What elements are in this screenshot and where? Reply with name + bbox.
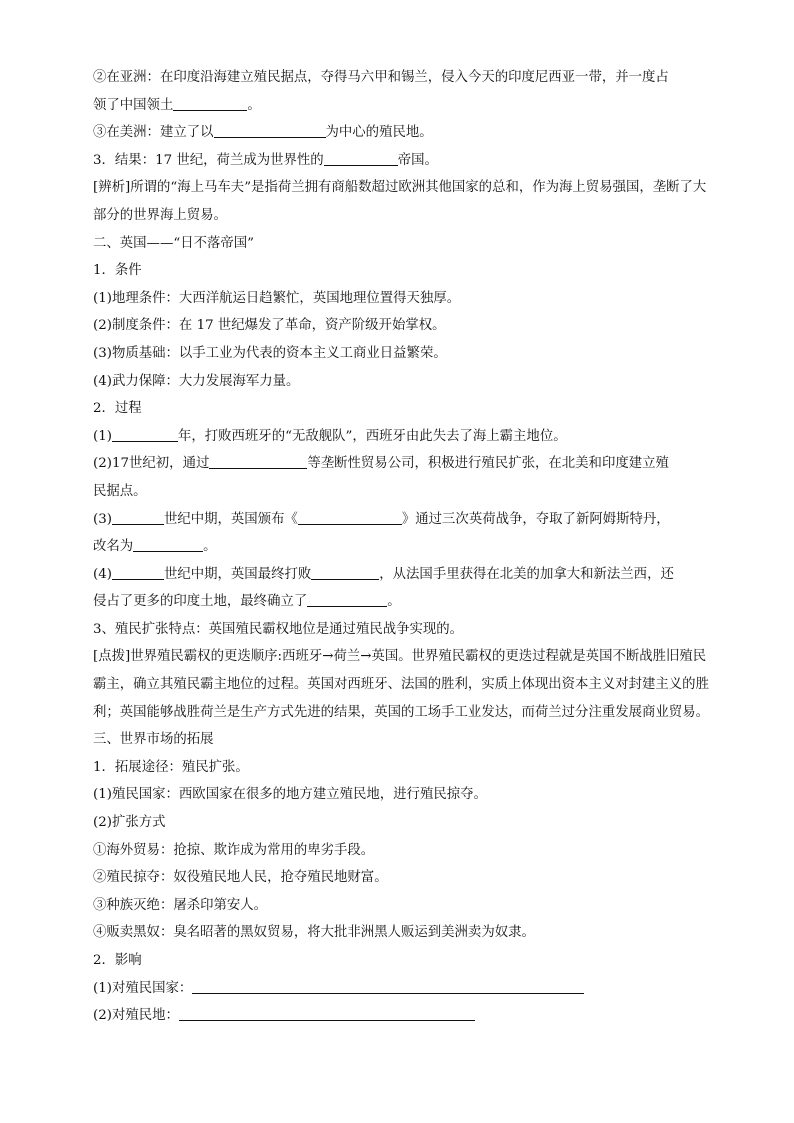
text-line [93,147,715,175]
fill-blank[interactable] [311,564,379,580]
fill-blank[interactable] [112,426,178,442]
text-line: ②殖民掠夺：奴役殖民地人民，抢夺殖民地财富。 [93,870,388,886]
text: 侵占了更多的印度土地，最终确立了 [93,594,308,610]
text: (1) [93,428,112,444]
text: (3) [93,511,112,527]
fill-blank[interactable] [112,564,164,580]
text-line: (2)扩张方式 [93,815,166,831]
subheading: 1．条件 [93,263,142,279]
fill-blank[interactable] [307,591,387,607]
text-line [93,588,715,616]
fill-blank[interactable] [324,150,398,166]
fill-blank[interactable] [179,1005,475,1021]
fill-blank[interactable] [298,509,402,525]
fill-blank[interactable] [133,536,203,552]
text-line [93,975,715,1003]
fill-blank[interactable] [209,453,307,469]
text-line: 民据点。 [93,483,147,499]
tip-note: [点拨]世界殖民霸权的更迭顺序:西班牙→荷兰→英国。世界殖民霸权的更迭过程就是英国不断战胜旧殖民霸主，确立其殖民霸主地位的过程。英国对西班牙、法国的胜利，实质上体现出资本主义对封建主义的胜利；英国能够战胜荷兰是生产方式先进的结果，英国的工场手工业发达，而荷兰过分注重发展商业贸易。 [93,649,709,720]
text-line: 3、殖民扩张特点：英国殖民霸权地位是通过殖民战争实现的。 [93,621,464,637]
text: (4) [93,566,112,582]
text-line [93,450,715,478]
text: ②在亚洲：在印度沿海建立殖民据点，夺得马六甲和锡兰，侵入今天的印度尼西亚一带，并一度占 [93,70,669,85]
text-line: ①海外贸易：抢掠、欺诈成为常用的卑劣手段。 [93,842,375,858]
text-line [93,533,715,561]
fill-blank[interactable] [214,122,326,138]
text: 领了中国领土 [93,97,174,113]
subheading: 2．过程 [93,401,142,417]
text: 世纪中期，英国最终打败 [163,566,312,582]
text-line: ④贩卖黑奴：臭名昭著的黑奴贸易，将大批非洲黑人贩运到美洲卖为奴隶。 [93,925,535,941]
text: 3．结果：17 世纪，荷兰成为世界性的 [93,152,324,168]
text: (1)对殖民国家： [93,980,193,996]
text: (2)对殖民地： [93,1008,179,1024]
text: ③在美洲：建立了以 [93,125,214,141]
fill-blank[interactable] [192,978,584,994]
text-line [93,423,715,451]
subheading: 1．拓展途径：殖民扩张。 [93,759,249,775]
text: 。 [247,97,261,113]
section-heading: 二、英国——“日不落帝国” [93,235,254,251]
fill-blank[interactable] [112,509,164,525]
text: 。 [387,594,401,610]
text: ，从法国手里获得在北美的加拿大和新法兰西，还 [379,566,674,582]
text-line [93,1002,715,1030]
text: 。 [203,539,217,555]
text: 年，打败西班牙的“无敌舰队”，西班牙由此失去了海上霸主地位。 [177,428,567,444]
fill-blank[interactable] [173,95,247,111]
section-heading: 三、世界市场的拓展 [93,732,214,748]
text-line: (3)物质基础：以手工业为代表的资本主义工商业日益繁荣。 [93,345,447,361]
text-line: ③种族灭绝：屠杀印第安人。 [93,897,268,913]
document-page [93,64,715,1030]
text-line: (1)殖民国家：西欧国家在很多的地方建立殖民地，进行殖民掠夺。 [93,787,487,803]
text-line [93,119,715,147]
text-line: (1)地理条件：大西洋航运日趋繁忙，英国地理位置得天独厚。 [93,290,461,306]
text: 世纪中期，英国颁布《 [163,511,298,527]
text-line: (2)制度条件：在 17 世纪爆发了革命，资产阶级开始掌权。 [93,318,446,334]
text: 帝国。 [397,152,438,168]
text: 等垄断性贸易公司，积极进行殖民扩张，在北美和印度建立殖 [307,456,669,472]
text-line [93,64,715,92]
text: 为中心的殖民地。 [325,125,433,141]
text-line [93,506,715,534]
text: 改名为 [93,539,134,555]
text: (2)17世纪初，通过 [93,456,210,472]
text-line: (4)武力保障：大力发展海军力量。 [93,373,300,389]
analysis-note: [辨析]所谓的“海上马车夫”是指荷兰拥有商船数超过欧洲其他国家的总和，作为海上贸易强国，垄断了大部分的世界海上贸易。 [93,180,707,223]
subheading: 2．影响 [93,953,142,968]
text-line [93,92,715,120]
text: 》通过三次英荷战争，夺取了新阿姆斯特丹， [401,511,670,527]
text-line [93,561,715,589]
